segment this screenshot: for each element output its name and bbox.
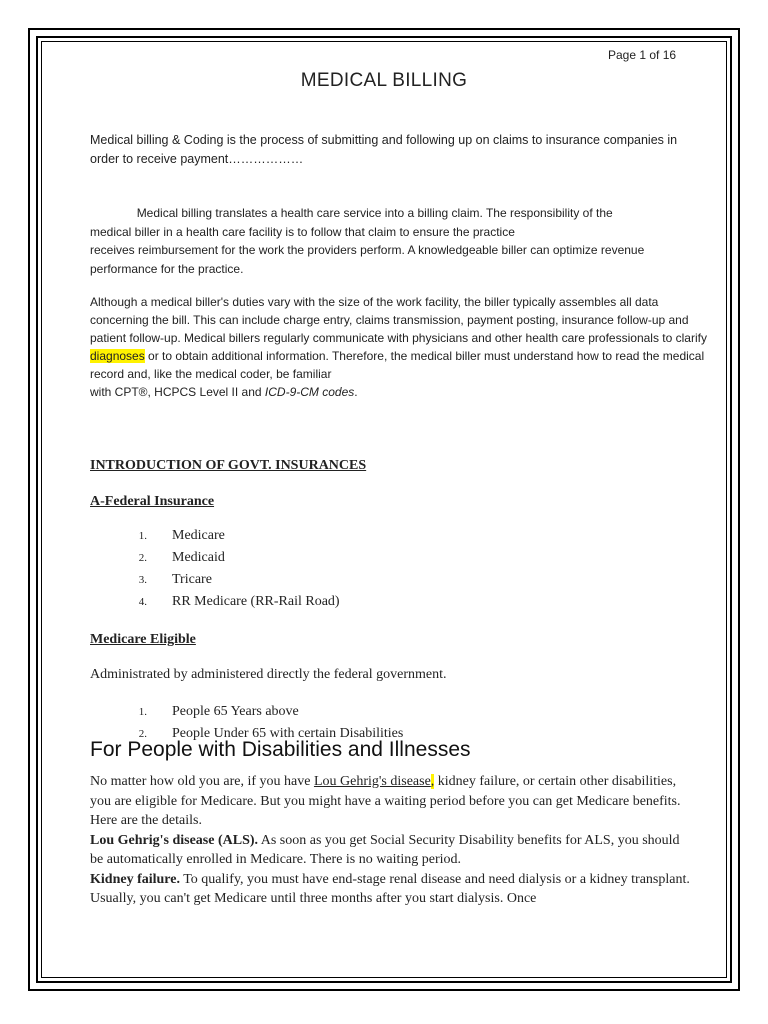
list-number: 2. xyxy=(138,552,147,564)
federal-insurance-list xyxy=(127,528,527,616)
als-text: As soon as you get Social Security Disability benefits for ALS, you should be automatically enrolled in Medicare. There is no waiting period. xyxy=(90,832,680,867)
highlighted-word: diagnoses xyxy=(90,349,145,363)
p3-last-line: with CPT®, HCPCS Level II and xyxy=(90,385,265,399)
p2-line-2: medical biller in a health care facility is to follow that claim to ensure the practice xyxy=(90,224,515,239)
section-heading-govt-insurances: INTRODUCTION OF GOVT. INSURANCES xyxy=(90,458,367,473)
p3-last-end: . xyxy=(354,385,358,399)
list-number: 4. xyxy=(138,596,147,608)
list-item xyxy=(127,594,527,616)
list-item xyxy=(127,550,527,572)
list-item xyxy=(127,528,527,550)
section-heading-medicare-eligible: Medicare Eligible xyxy=(90,632,196,647)
kidney-label: Kidney failure. xyxy=(90,871,180,887)
list-text: Tricare xyxy=(172,572,212,587)
intro-paragraph-1: Medical billing & Coding is the process of submitting and following up on claims to insurance companies in order to receive payment……………… xyxy=(90,133,678,166)
indent xyxy=(90,206,137,220)
list-number: 3. xyxy=(138,574,147,586)
list-text: People 65 Years above xyxy=(172,704,299,719)
p2-line-3: receives reimbursement for the work the providers perform. A knowledgeable biller can optimize revenue performance for the practice. xyxy=(90,243,645,276)
kidney-text: To qualify, you must have end-stage renal disease and need dialysis or a kidney transplant. Usually, you can't get Medicare until three months after you start dialysis. Once xyxy=(90,871,690,906)
list-text: Medicaid xyxy=(172,550,225,565)
highlight-mark: , xyxy=(430,774,435,789)
page-title: MEDICAL BILLING xyxy=(300,70,468,91)
list-number: 2. xyxy=(138,728,147,740)
list-number: 1. xyxy=(138,530,147,542)
disabilities-heading: For People with Disabilities and Illnesses xyxy=(90,738,471,761)
list-item xyxy=(127,572,527,594)
als-label: Lou Gehrig's disease (ALS). xyxy=(90,832,259,848)
p3-text-after: or to obtain additional information. Therefore, the medical biller must understand how to read the medical record and, like the medical coder, be familiar xyxy=(90,349,705,381)
administered-text: Administrated by administered directly the federal government. xyxy=(90,667,447,682)
section-heading-federal-insurance: A-Federal Insurance xyxy=(90,494,215,509)
intro-paragraph-2 xyxy=(90,204,710,278)
intro-paragraph-3 xyxy=(90,293,710,401)
list-text: People Under 65 with certain Disabilities xyxy=(172,726,404,741)
dis-text-end: kidney failure, or certain other disabilities, you are eligible for Medicare. But you might have a waiting period before you can get Medicare benefits. Here are the details. xyxy=(90,774,681,828)
list-text: Medicare xyxy=(172,528,225,543)
lou-gehrig-link[interactable]: Lou Gehrig's disease xyxy=(313,774,431,789)
list-number: 1. xyxy=(138,706,147,718)
page-number: Page 1 of 16 xyxy=(608,48,677,62)
list-item xyxy=(127,704,527,726)
icd-codes: ICD-9-CM codes xyxy=(264,385,355,399)
dis-text-start: No matter how old you are, if you have xyxy=(90,774,314,789)
disabilities-body xyxy=(90,772,690,909)
p3-text-before: Although a medical biller's duties vary with the size of the work facility, the biller typically assembles all data concerning the bill. This can include charge entry, claims transmission, payment posting, insurance follow-up and patient follow-up. Medical billers regularly communicate with physicians and other health care professionals to clarify xyxy=(90,295,707,345)
list-text: RR Medicare (RR-Rail Road) xyxy=(172,594,340,609)
p2-line-1: Medical billing translates a health care service into a billing claim. The responsibility of the xyxy=(136,206,613,220)
